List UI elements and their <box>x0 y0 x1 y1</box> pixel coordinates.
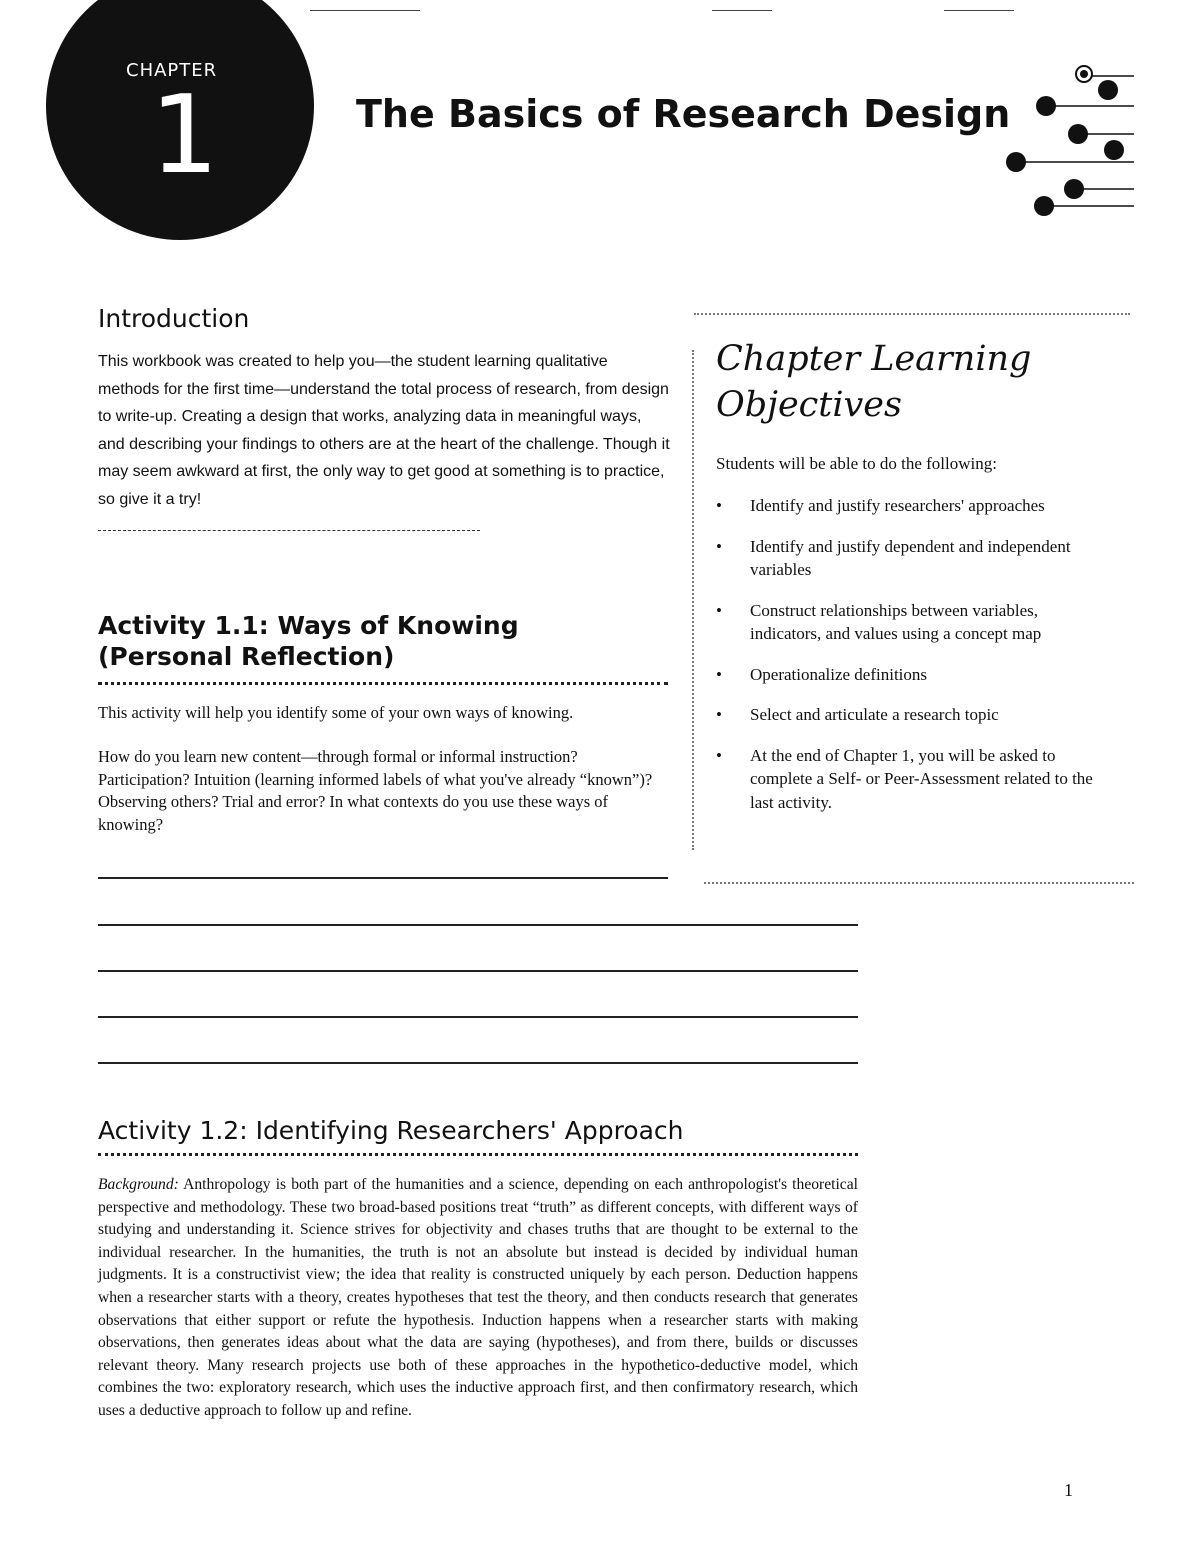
objective-text: At the end of Chapter 1, you will be asked to complete a Self- or Peer-Assessment related to the last activity. <box>750 745 1093 812</box>
activity-1-1-question: How do you learn new content—through formal or informal instruction? Participation? Intuition (learning informed labels of what you've already “known”)? Observing others? Trial and error? In what contexts do you use these ways of knowing? <box>98 747 653 834</box>
activity-1-2-rule <box>98 1153 858 1156</box>
sidebar-left-border <box>692 350 694 850</box>
objective-text: Construct relationships between variables, indicators, and values using a concept map <box>750 600 1042 643</box>
activity-1-2-body <box>98 1174 858 1423</box>
introduction-divider <box>98 530 480 531</box>
objective-item <box>716 744 1096 815</box>
bullet-icon: • <box>716 600 722 620</box>
objectives-heading-line1: Chapter Learning <box>716 339 1032 379</box>
objective-item <box>716 494 1096 518</box>
chapter-number: 1 <box>150 73 219 198</box>
chapter-label: CHAPTER <box>126 60 218 81</box>
objective-text: Operationalize definitions <box>750 664 928 684</box>
sidebar-bottom-border <box>704 882 1134 884</box>
page-number: 1 <box>1064 1480 1073 1500</box>
background-label: Background: <box>98 1176 179 1193</box>
introduction-heading: Introduction <box>98 304 250 333</box>
bullet-icon: • <box>716 496 722 515</box>
objective-item <box>716 599 1096 646</box>
objective-item <box>716 535 1096 582</box>
bullet-icon: • <box>716 745 722 765</box>
activity-1-2-heading: Activity 1.2: Identifying Researchers' Approach <box>98 1116 684 1145</box>
molecule-decoration-icon <box>1000 58 1140 218</box>
answer-line[interactable] <box>98 970 858 972</box>
objective-item <box>716 703 1096 727</box>
scan-artifact-line <box>712 10 772 11</box>
sidebar-top-border <box>694 313 1130 315</box>
scan-artifact-line <box>944 10 1014 11</box>
bullet-icon: • <box>716 705 722 724</box>
activity-1-1-heading-line1: Activity 1.1: Ways of Knowing <box>98 611 519 640</box>
activity-1-1-heading-line2: (Personal Reflection) <box>98 642 395 671</box>
bullet-icon: • <box>716 664 722 684</box>
answer-line[interactable] <box>98 924 858 926</box>
bullet-icon: • <box>716 536 722 556</box>
objectives-list <box>716 494 1096 831</box>
objectives-heading <box>716 336 1031 428</box>
answer-line[interactable] <box>98 1016 858 1018</box>
objective-item <box>716 663 1096 687</box>
objective-text: Select and articulate a research topic <box>750 705 999 724</box>
activity-1-1-intro: This activity will help you identify some of your own ways of knowing. <box>98 703 574 722</box>
objectives-heading-line2: Objectives <box>716 385 902 425</box>
objective-text: Identify and justify researchers' approaches <box>750 496 1045 515</box>
objective-text: Identify and justify dependent and independent variables <box>750 536 1071 579</box>
activity-1-1-rule <box>98 682 668 685</box>
answer-line[interactable] <box>98 1062 858 1064</box>
activity-1-2-text: Anthropology is both part of the humanities and a science, depending on each anthropologist's theoretical perspective and methodology. These two broad-based positions treat “truth” as different concepts, with different ways of studying and understanding it. Science strives for objectivity and chases truths that are thought to be external to the individual researcher. In the humanities, the truth is not an absolute but instead is decided by individual human judgments. It is a constructivist view; the idea that reality is constructed uniquely by each person. Deduction happens when a researcher starts with a theory, creates hypotheses that test the theory, and then conducts research that generates observations that either support or refute the hypothesis. Induction happens when a researcher starts with making observations, then generates ideas about what the data are saying (hypotheses), and from there, builds or discusses relevant theory. Many research projects use both of these approaches in the hypothetico-deductive model, which combines the two: exploratory research, which uses the inductive approach first, and then confirmatory research, which uses a deductive approach to follow up and refine. <box>98 1176 858 1419</box>
answer-line[interactable] <box>98 877 668 879</box>
scan-artifact-line <box>310 10 420 11</box>
activity-1-1-heading <box>98 610 519 672</box>
objectives-intro: Students will be able to do the following: <box>716 454 997 473</box>
chapter-title: The Basics of Research Design <box>356 92 1011 136</box>
introduction-text: This workbook was created to help you—the student learning qualitative methods for the first time—understand the total process of research, from design to write-up. Creating a design that works, analyzing data in meaningful ways, and describing your findings to others are at the heart of the challenge. Though it may seem awkward at first, the only way to get good at something is to practice, so give it a try! <box>98 353 670 508</box>
